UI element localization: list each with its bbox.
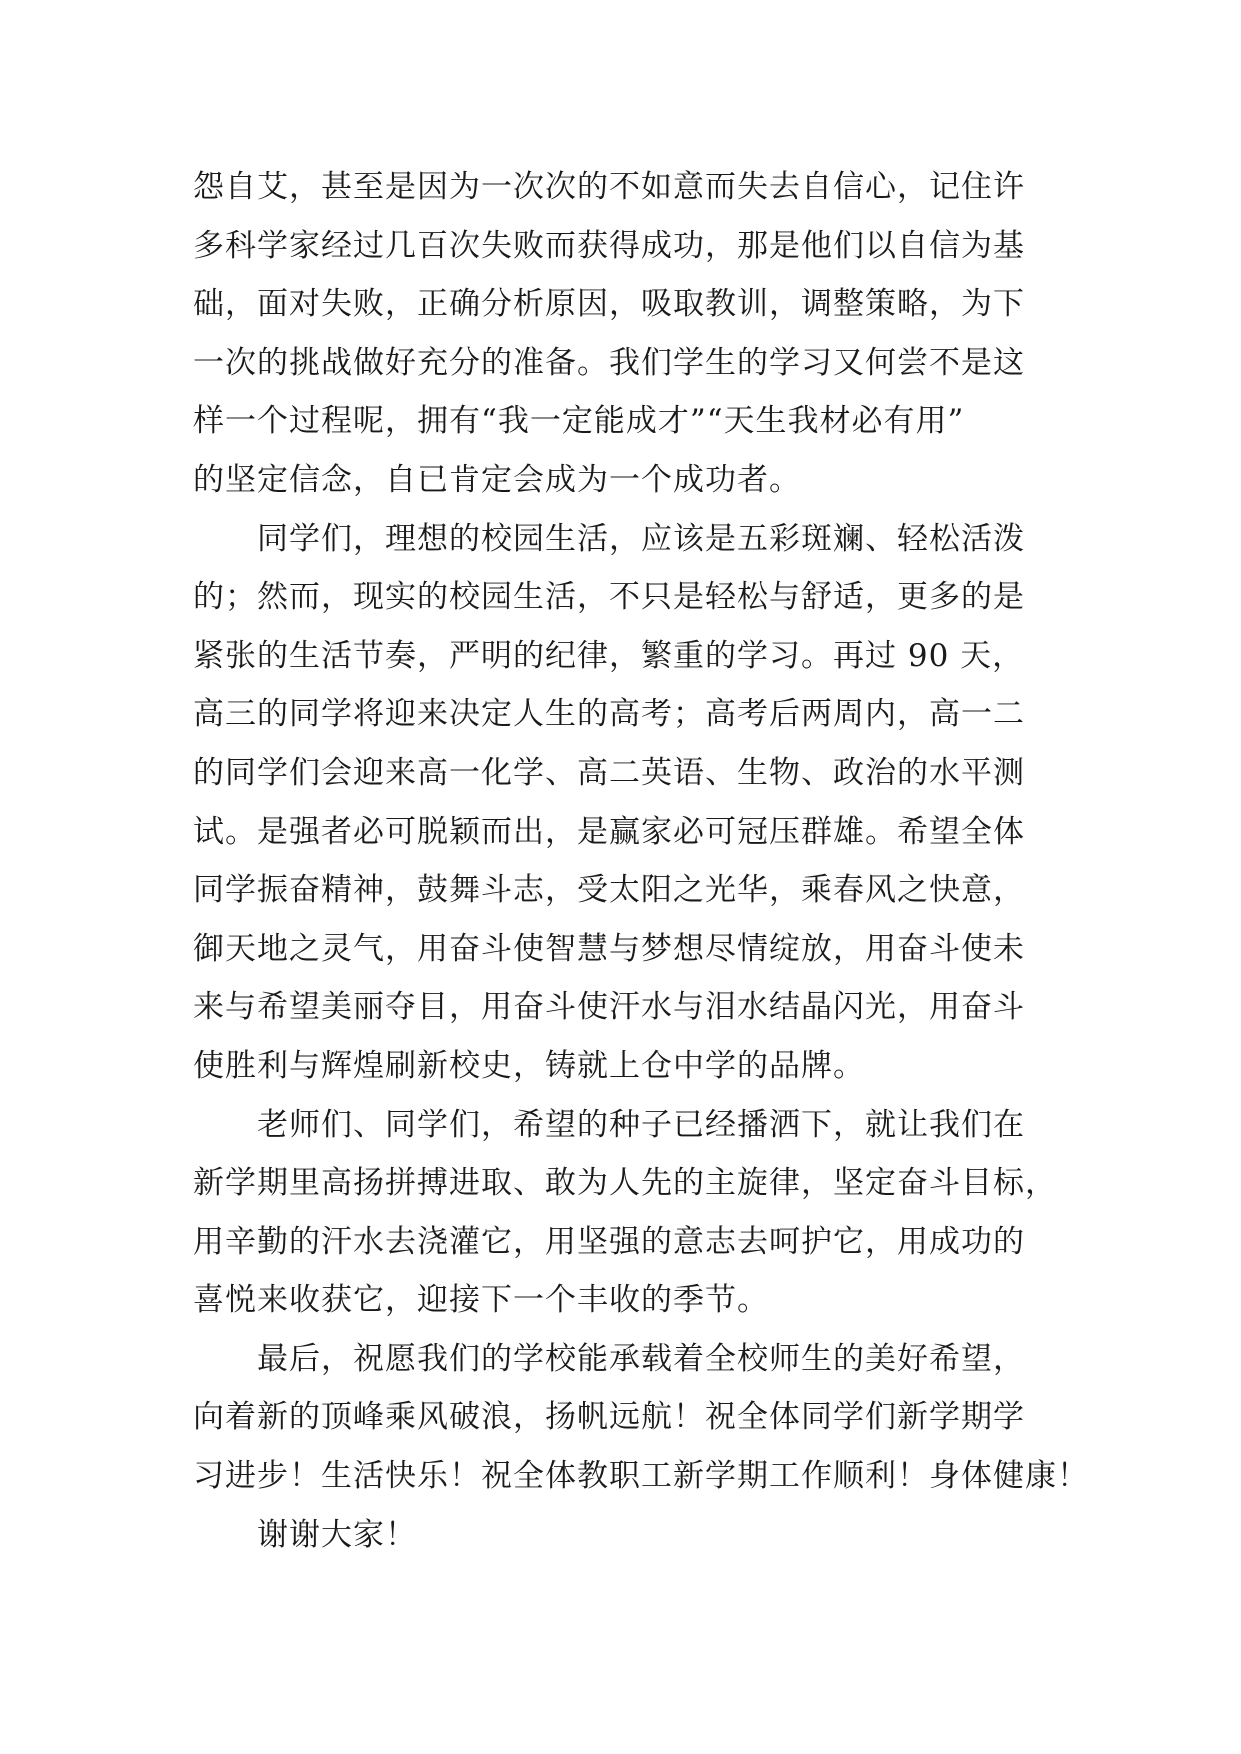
text-line: 多科学家经过几百次失败而获得成功，那是他们以自信为基 bbox=[193, 227, 1025, 264]
text-line: 使胜利与辉煌刷新校史，铸就上仓中学的品牌。 bbox=[193, 1047, 865, 1084]
text-line: 试。是强者必可脱颖而出，是赢家必可冠压群雄。希望全体 bbox=[193, 813, 1025, 850]
text-line: 紧张的生活节奏，严明的纪律，繁重的学习。再过 90 天， bbox=[193, 637, 1025, 674]
document-body bbox=[193, 158, 1089, 1564]
text-line: 怨自艾，甚至是因为一次次的不如意而失去自信心，记住许 bbox=[193, 169, 1025, 205]
text-line: 样一个过程呢，拥有“我一定能成才”“天生我材必有用” bbox=[193, 403, 965, 440]
text-line: 新学期里高扬拼搏进取、敢为人先的主旋律，坚定奋斗目标， bbox=[193, 1165, 1057, 1202]
text-line: 谢谢大家！ bbox=[257, 1516, 417, 1553]
paragraph-1 bbox=[193, 158, 1073, 510]
text-line: 来与希望美丽夺目，用奋斗使汗水与泪水结晶闪光，用奋斗 bbox=[193, 989, 1025, 1026]
text-line: 最后，祝愿我们的学校能承载着全校师生的美好希望， bbox=[257, 1340, 1025, 1377]
paragraph-5 bbox=[193, 1506, 1073, 1565]
text-line: 用辛勤的汗水去浇灌它，用坚强的意志去呵护它，用成功的 bbox=[193, 1223, 1025, 1260]
text-line: 同学们，理想的校园生活，应该是五彩斑斓、轻松活泼 bbox=[257, 520, 1025, 557]
text-line: 习进步！生活快乐！祝全体教职工新学期工作顺利！身体健康！ bbox=[193, 1458, 1089, 1495]
text-line: 老师们、同学们，希望的种子已经播洒下，就让我们在 bbox=[257, 1106, 1025, 1143]
text-line: 御天地之灵气，用奋斗使智慧与梦想尽情绽放，用奋斗使未 bbox=[193, 930, 1025, 967]
text-line: 高三的同学将迎来决定人生的高考；高考后两周内，高一二 bbox=[193, 696, 1025, 733]
text-line: 一次的挑战做好充分的准备。我们学生的学习又何尝不是这 bbox=[193, 344, 1025, 381]
text-line: 的；然而，现实的校园生活，不只是轻松与舒适，更多的是 bbox=[193, 579, 1025, 616]
text-line: 础，面对失败，正确分析原因，吸取教训，调整策略，为下 bbox=[193, 286, 1025, 323]
text-line: 喜悦来收获它，迎接下一个丰收的季节。 bbox=[193, 1282, 769, 1319]
text-line: 向着新的顶峰乘风破浪，扬帆远航！祝全体同学们新学期学 bbox=[193, 1399, 1025, 1436]
paragraph-4 bbox=[193, 1330, 1089, 1506]
paragraph-3 bbox=[193, 1096, 1073, 1330]
paragraph-2 bbox=[193, 510, 1073, 1096]
text-line: 同学振奋精神，鼓舞斗志，受太阳之光华，乘春风之快意， bbox=[193, 872, 1025, 909]
text-line: 的同学们会迎来高一化学、高二英语、生物、政治的水平测 bbox=[193, 754, 1025, 791]
text-line: 的坚定信念，自已肯定会成为一个成功者。 bbox=[193, 461, 801, 498]
